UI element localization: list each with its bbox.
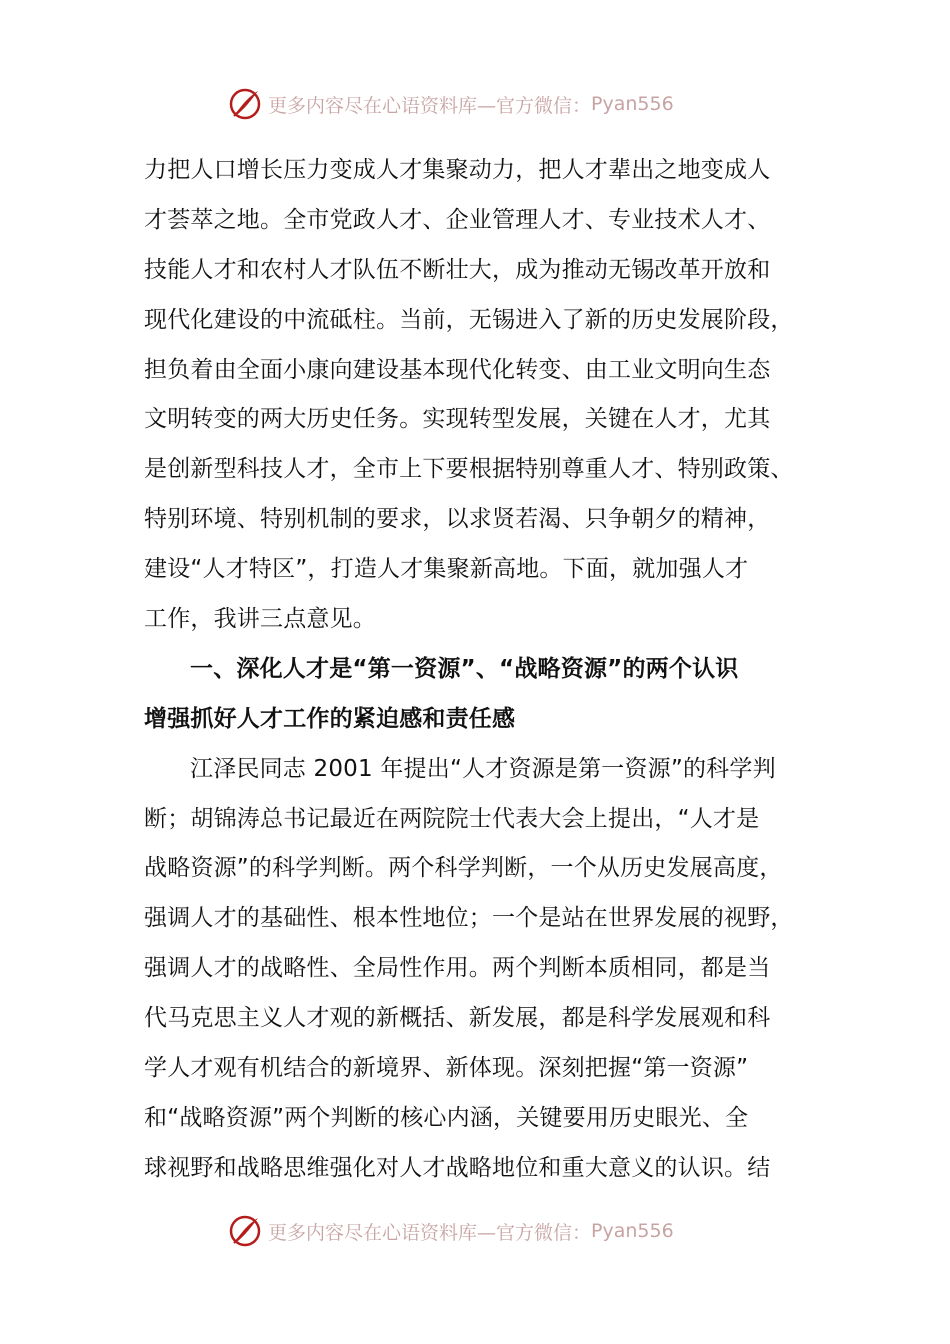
text-line: 强调人才的战略性、全局性作用。两个判断本质相同，都是当 bbox=[144, 955, 771, 982]
text-line: 技能人才和农村人才队伍不断壮大，成为推动无锡改革开放和 bbox=[144, 256, 771, 283]
document-body bbox=[144, 146, 824, 1194]
watermark-text: 更多内容尽在心语资料库—官方微信： bbox=[268, 94, 592, 117]
text-line: 是创新型科技人才，全市上下要根据特别尊重人才、特别政策、 bbox=[144, 456, 794, 483]
footer-watermark bbox=[228, 1211, 748, 1251]
text-line: 战略资源”的科学判断。两个科学判断，一个从历史发展高度， bbox=[144, 855, 783, 882]
text-line: 工作，我讲三点意见。 bbox=[144, 606, 376, 633]
text-line: 断；胡锦涛总书记最近在两院院士代表大会上提出，“人才是 bbox=[144, 805, 760, 832]
text-line: 特别环境、特别机制的要求，以求贤若渴、只争朝夕的精神， bbox=[144, 506, 771, 533]
section-heading-continued: 增强抓好人才工作的紧迫感和责任感 bbox=[144, 705, 516, 732]
section-heading: 一、深化人才是“第一资源”、“战略资源”的两个认识 bbox=[190, 655, 739, 682]
text-line: 文明转变的两大历史任务。实现转型发展，关键在人才，尤其 bbox=[144, 406, 771, 433]
header-watermark bbox=[228, 84, 748, 124]
text-line: 才荟萃之地。全市党政人才、企业管理人才、专业技术人才、 bbox=[144, 206, 771, 233]
text-line: 力把人口增长压力变成人才集聚动力，把人才辈出之地变成人 bbox=[144, 157, 771, 183]
quill-logo-icon bbox=[228, 87, 262, 121]
paragraph-first-line: 江泽民同志 2001 年提出“人才资源是第一资源”的科学判 bbox=[190, 755, 776, 782]
watermark-wechat-id: Pyan556 bbox=[591, 93, 674, 115]
text-line: 现代化建设的中流砥柱。当前，无锡进入了新的历史发展阶段， bbox=[144, 306, 794, 333]
watermark-wechat-id: Pyan556 bbox=[591, 1220, 674, 1242]
text-line: 担负着由全面小康向建设基本现代化转变、由工业文明向生态 bbox=[144, 356, 771, 383]
watermark-text: 更多内容尽在心语资料库—官方微信： bbox=[268, 1221, 592, 1244]
text-line: 强调人才的基础性、根本性地位；一个是站在世界发展的视野， bbox=[144, 905, 794, 932]
text-line: 代马克思主义人才观的新概括、新发展，都是科学发展观和科 bbox=[144, 1005, 771, 1032]
text-line: 球视野和战略思维强化对人才战略地位和重大意义的认识。结 bbox=[144, 1154, 771, 1181]
text-line: 建设“人才特区”，打造人才集聚新高地。下面，就加强人才 bbox=[144, 556, 749, 583]
text-line: 和“战略资源”两个判断的核心内涵，关键要用历史眼光、全 bbox=[144, 1104, 749, 1131]
quill-logo-icon bbox=[228, 1214, 262, 1248]
text-line: 学人才观有机结合的新境界、新体现。深刻把握“第一资源” bbox=[144, 1055, 749, 1082]
